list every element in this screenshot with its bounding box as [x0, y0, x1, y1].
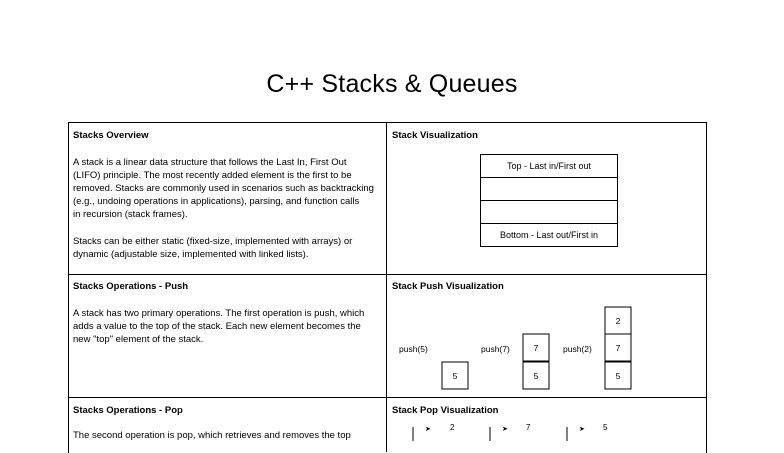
section-heading: Stacks Operations - Push: [73, 281, 189, 292]
text-line: dynamic (adjustable size, implemented with linked lists).: [73, 249, 309, 260]
text-line: (LIFO) principle. The most recently added element is the first to be: [73, 170, 352, 181]
text-line: (e.g., undoing operations in applications), parsing, and function calls: [73, 196, 360, 207]
arrow-icon: ➤: [502, 426, 508, 433]
text-line: in recursion (stack frames).: [73, 209, 188, 220]
section-heading: Stacks Overview: [73, 130, 149, 141]
stack-top-cell: Top - Last in/First out: [481, 155, 617, 178]
section-heading: Stack Pop Visualization: [392, 405, 499, 416]
text-line: removed. Stacks are commonly used in scenarios such as backtracking: [73, 183, 374, 194]
text-line: new "top" element of the stack.: [73, 334, 204, 345]
stack-value: 2: [615, 316, 621, 326]
section-heading: Stacks Operations - Pop: [73, 405, 183, 416]
stack-value: 7: [615, 343, 621, 353]
stack-value: 7: [526, 423, 531, 432]
stack-value: 5: [603, 423, 608, 432]
stack-bottom-cell: Bottom - Last out/First in: [499, 230, 599, 240]
stack-value: 5: [615, 371, 621, 381]
section-heading: Stack Visualization: [392, 130, 478, 141]
page-title: C++ Stacks & Queues: [266, 70, 518, 98]
text-line: A stack is a linear data structure that follows the Last In, First Out: [73, 157, 347, 168]
paragraph: The second operation is pop, which retrieves and removes the top: [73, 430, 351, 441]
stack-value: 5: [533, 371, 539, 381]
stack-value: 2: [450, 423, 455, 432]
push-label: push(5): [399, 344, 428, 354]
arrow-icon: ➤: [425, 426, 431, 433]
stack-value: 5: [452, 371, 458, 381]
arrow-icon: ➤: [579, 426, 585, 433]
push-label: push(2): [563, 344, 592, 354]
stack-value: 7: [533, 343, 539, 353]
text-line: Stacks can be either static (fixed-size, implemented with arrays) or: [73, 236, 353, 247]
section-heading: Stack Push Visualization: [392, 281, 504, 292]
push-label: push(7): [481, 344, 510, 354]
text-line: adds a value to the top of the stack. Each new element becomes the: [73, 321, 361, 332]
text-line: A stack has two primary operations. The first operation is push, which: [73, 308, 365, 319]
